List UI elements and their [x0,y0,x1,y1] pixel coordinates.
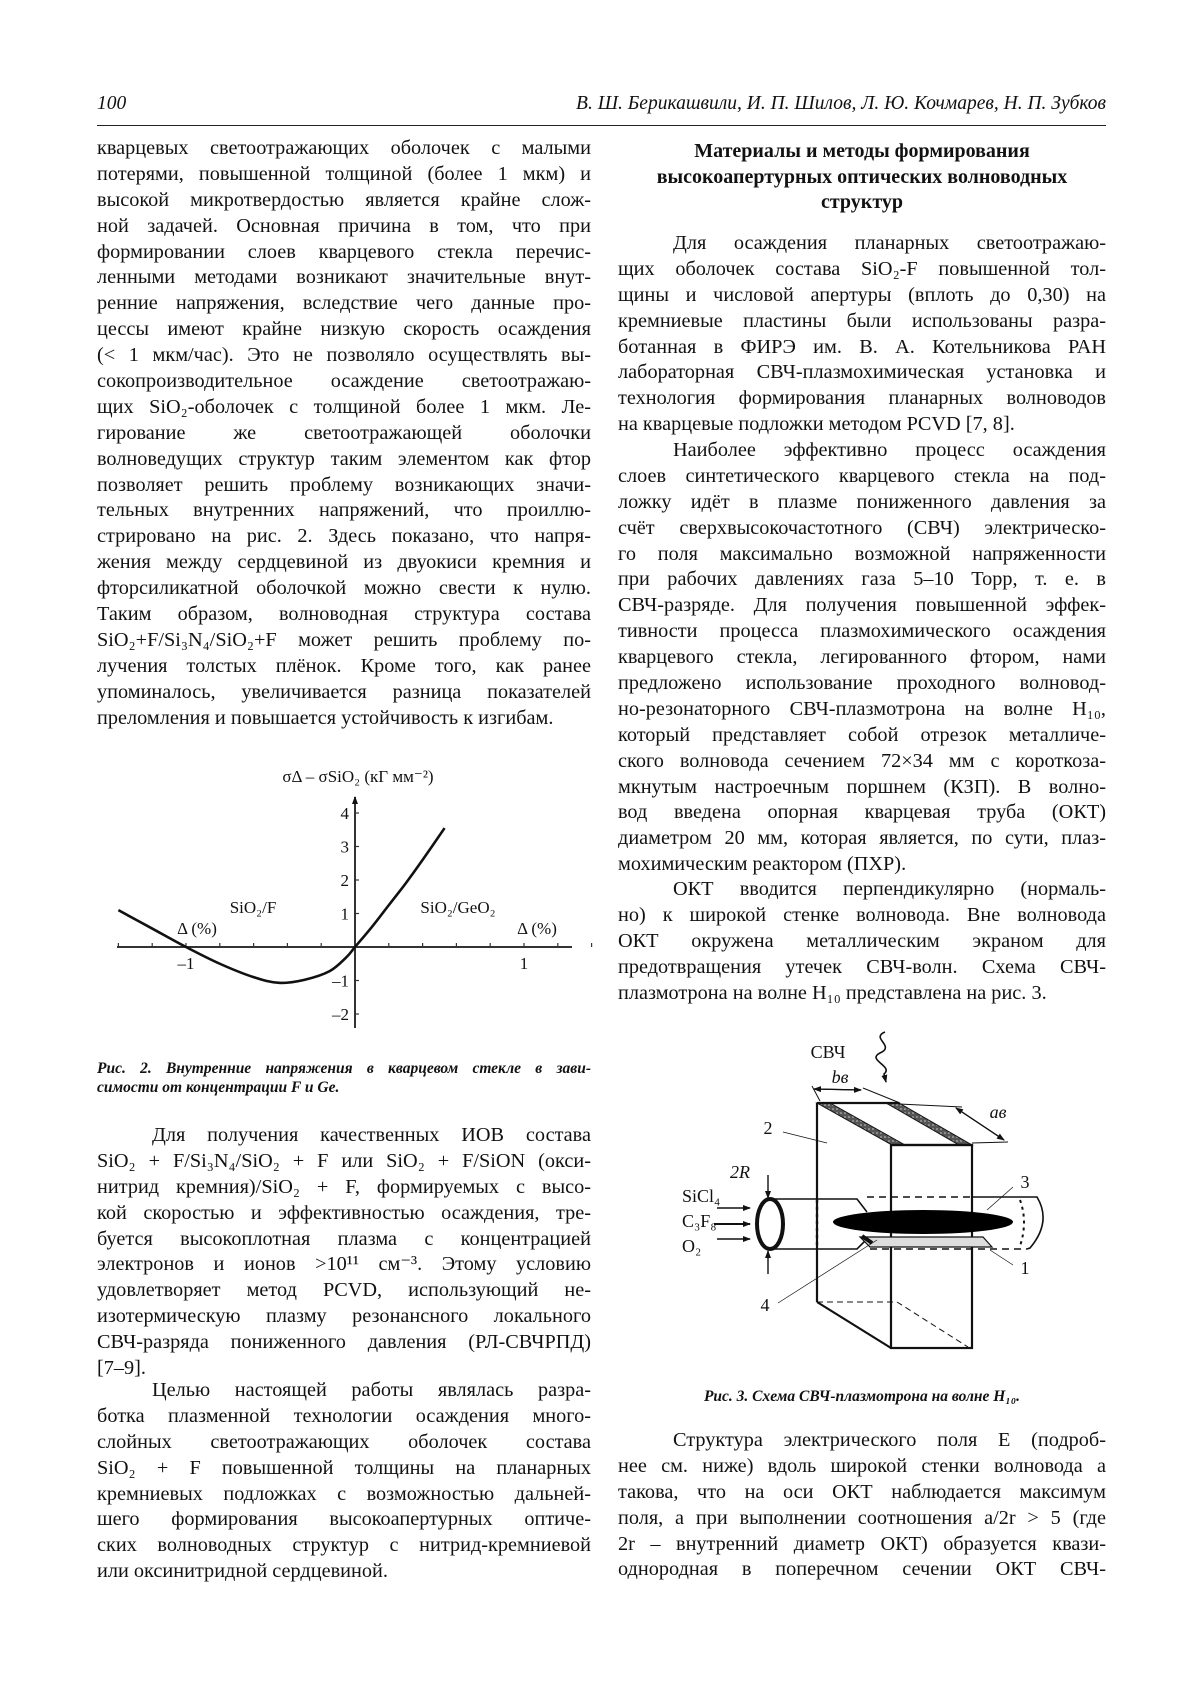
text-line: буется высокоплотная плазма с концентрацией [97,1227,591,1250]
waveguide-stripe [886,1103,972,1145]
text-line: Наиболее эффективно процесс осаждения [673,439,1106,461]
text-line: ленными методами возникают значительные внут- [97,266,591,289]
text-line: фторсиликатной оболочкой можно свести к нулю. [97,577,591,600]
text-line: шего формирования высокоапертурных оптиче- [97,1508,591,1531]
text-line: слойных светоотражающих оболочек состава [97,1430,591,1453]
text-line: позволяет решить проблему возникающих значи- [97,473,591,496]
plasma-region [833,1210,1013,1234]
stress-curve [118,828,444,983]
text-line: го поля максимально возможной напряженности [618,542,1106,565]
text-line: технология формирования планарных волноводов [618,387,1106,410]
x-axis-label-right: Δ (%) [517,919,557,938]
text-line: удовлетворяет метод PCVD, использующий не- [97,1279,591,1302]
page-number: 100 [97,93,127,114]
a-dimension-label: aв [989,1102,1007,1122]
2r-label: 2R [730,1162,750,1182]
region-label-sio2-f: SiO₂/F [229,898,277,917]
text-line: лучения толстых плёнок. Кроме того, как ранее [97,654,591,677]
b-dimension-label: bв [831,1067,849,1087]
text-line: ренние напряжения, вследствие чего данные про- [97,292,591,315]
y-tick-label: 1 [340,904,349,924]
text-line: высокой микротвердостью является крайне слож- [97,188,591,211]
text-line: диаметром 20 мм, которая является, по сути, плаз- [618,827,1106,850]
text-line: SiO₂ + F повышенной толщины на планарных [97,1456,591,1479]
text-line: 2r – внутренний диаметр ОКТ) образуется квази- [618,1532,1106,1555]
text-line: счёт сверхвысокочастотного (СВЧ) электрическо- [618,516,1106,539]
x-axis-label-left: Δ (%) [177,919,217,938]
text-line: или оксинитридной сердцевиной. [97,1560,388,1583]
text-line: волноведущих структур таким элементом как фтор [97,447,591,470]
text-line: (< 1 мкм/час). Это не позволяло осуществлять вы- [97,344,591,367]
stress-chart [117,767,592,1028]
region-label-sio2-geo2: SiO₂/GeO₂ [420,898,496,917]
text-line: упоминалось, увеличивается разница показателей [97,680,591,703]
text-line: мкнутым настроечным поршнем (КЗП). В волно- [618,775,1106,798]
label-4: 4 [760,1295,770,1315]
text-line: SiO₂ + F/Si₃N₄/SiO₂ + F или SiO₂ + F/SiON (окси- [97,1149,591,1172]
text-line: который представляет собой отрезок металличе- [618,723,1106,746]
text-line: потерями, повышенной толщиной (более 1 мкм) и [97,162,591,185]
caption-line: симости от концентрации F и Ge. [97,1079,340,1096]
text-line: плазмотрона на волне H₁₀ представлена на рис. 3. [618,981,1047,1004]
text-line: поля, а при выполнении соотношения a/2r > 5 (где [618,1506,1106,1529]
text-line: ботка плазменной технологии осаждения много- [97,1404,591,1427]
text-line: слоев синтетического кварцевого стекла на под- [618,464,1106,487]
gas-c3f8-label: C₃F₈ [682,1211,717,1231]
running-header-authors: В. Ш. Берикашвили, И. П. Шилов, Л. Ю. Кочмарев, Н. П. Зубков [576,93,1106,114]
text-line: нее см. ниже) вдоль широкой стенки волновода a [618,1454,1106,1477]
y-tick-label: 2 [340,871,349,890]
heading-line: Материалы и методы формирования [694,140,1030,162]
y-tick-label: 3 [340,837,349,857]
text-line: предотвращения утечек СВЧ-волн. Схема СВЧ- [618,955,1106,978]
text-line: ОКТ вводится перпендикулярно (нормаль- [673,878,1106,900]
text-line: ских волноводных структур с нитрид-кремниевой [97,1534,591,1557]
text-line: ского волновода сечением 72×34 мм с короткоза- [618,749,1106,772]
text-line: преломления и повышается устойчивость к изгибам. [97,706,554,729]
text-line: но-резонаторного СВЧ-плазмотрона на волне H₁₀, [618,697,1106,720]
gas-sicl4-label: SiCl₄ [682,1186,721,1206]
x-tick-label: –1 [177,954,195,973]
label-2: 2 [763,1118,773,1138]
text-line: щих оболочек состава SiO₂-F повышенной тол- [618,257,1106,280]
y-tick-label: 4 [340,804,349,823]
text-line: щины и числовой апертуры (вплоть до 0,30) на [618,283,1106,306]
text-line: [7–9]. [97,1357,146,1380]
heading-line: высокоапертурных оптических волноводных [656,165,1068,188]
text-line: нитрид кремния)/SiO₂ + F, формируемых с высо- [97,1175,591,1198]
text-line: вод введена опорная кварцевая труба (ОКТ) [618,801,1106,824]
svch-label: СВЧ [810,1042,846,1062]
text-line: мохимическим реактором (ПХР). [618,853,907,876]
text-line: тивности процесса плазмохимического осаждения [618,620,1106,643]
y-tick-label: –1 [332,971,349,991]
text-line: на кварцевые подложки методом PCVD [7, 8]. [618,413,1015,436]
text-line: но) к широкой стенке волновода. Вне волновода [618,903,1106,926]
text-line: ботанная в ФИРЭ им. В. А. Котельникова РАН [618,335,1106,358]
text-line: ОКТ окружена металлическим экраном для [618,929,1106,952]
text-line: формировании слоев кварцевого стекла перечис- [97,240,591,263]
heading-line: структур [820,191,903,213]
figure-3-caption: Рис. 3. Схема СВЧ-плазмотрона на волне H₁₀. [703,1388,1021,1405]
text-line: ложку идёт в плазме пониженного давления за [618,490,1106,513]
text-line: СВЧ-разряде. Для получения повышенной эффек- [618,594,1106,617]
text-line: предложено использование проходного волновод- [618,672,1106,695]
text-line: кой скоростью и эффективностью осаждения, тре- [97,1201,591,1224]
y-tick-label: –2 [332,1005,349,1024]
text-line: изотермическую плазму резонансного локального [97,1305,591,1328]
microwave-wave-icon [876,1032,886,1082]
text-line: кварцевых светоотражающих оболочек с малыми [97,137,591,159]
text-line: кварцевого стекла, легированного фтором, нами [618,646,1106,669]
text-line: СВЧ-разряда пониженного давления (РЛ-СВЧРПД) [97,1331,591,1354]
x-tick-label: 1 [519,954,529,973]
text-line: Целью настоящей работы являлась разра- [152,1379,591,1401]
text-line: лабораторная СВЧ-плазмохимическая установка и [618,361,1106,384]
text-line: электронов и ионов >10¹¹ см⁻³. Этому условию [97,1253,591,1276]
label-1: 1 [1020,1258,1030,1278]
text-line: цессы имеют крайне низкую скорость осаждения [97,318,591,341]
text-line: Для осаждения планарных светоотражаю- [673,232,1106,254]
text-line: Структура электрического поля E (подроб- [673,1429,1106,1451]
text-line: при рабочих давлениях газа 5–10 Торр, т. е. в [618,568,1106,591]
label-3: 3 [1020,1172,1030,1192]
text-line: тельных внутренних напряжений, что проиллю- [97,499,591,522]
text-line: стрировано на рис. 2. Здесь показано, что напря- [97,525,591,548]
text-line: сокопроизводительное осаждение светоотражаю- [97,370,591,393]
text-line: кремниевые пластины были использованы разра- [618,309,1106,332]
text-line: кремниевых подложках с возможностью дальней- [97,1482,591,1505]
text-line: такова, что на оси ОКТ наблюдается максимум [618,1480,1106,1503]
text-line: Таким образом, волноводная структура состава [97,603,591,626]
figure-3-labels [682,1042,1030,1315]
text-line: Для получения качественных ИОВ состава [152,1124,591,1146]
caption-line: Рис. 2. Внутренние напряжения в кварцевом стекле в зави- [97,1060,591,1077]
text-line: однородная в поперечном сечении ОКТ СВЧ- [618,1558,1106,1581]
substrate-holder [860,1237,992,1247]
y-axis-label: σΔ – σSiO₂ (кГ мм⁻²) [282,767,434,786]
text-line: SiO₂+F/Si₃N₄/SiO₂+F может решить проблему по- [97,628,591,651]
text-line: жения между сердцевиной из двуокиси кремния и [97,551,591,574]
text-line: щих SiO₂-оболочек с толщиной более 1 мкм. Ле- [97,395,591,418]
waveguide-stripe [817,1103,905,1145]
text-line: ной задачей. Основная причина в том, что при [97,214,591,237]
text-line: гирование же светоотражающей оболочки [97,421,591,444]
gas-o2-label: O₂ [682,1236,702,1256]
